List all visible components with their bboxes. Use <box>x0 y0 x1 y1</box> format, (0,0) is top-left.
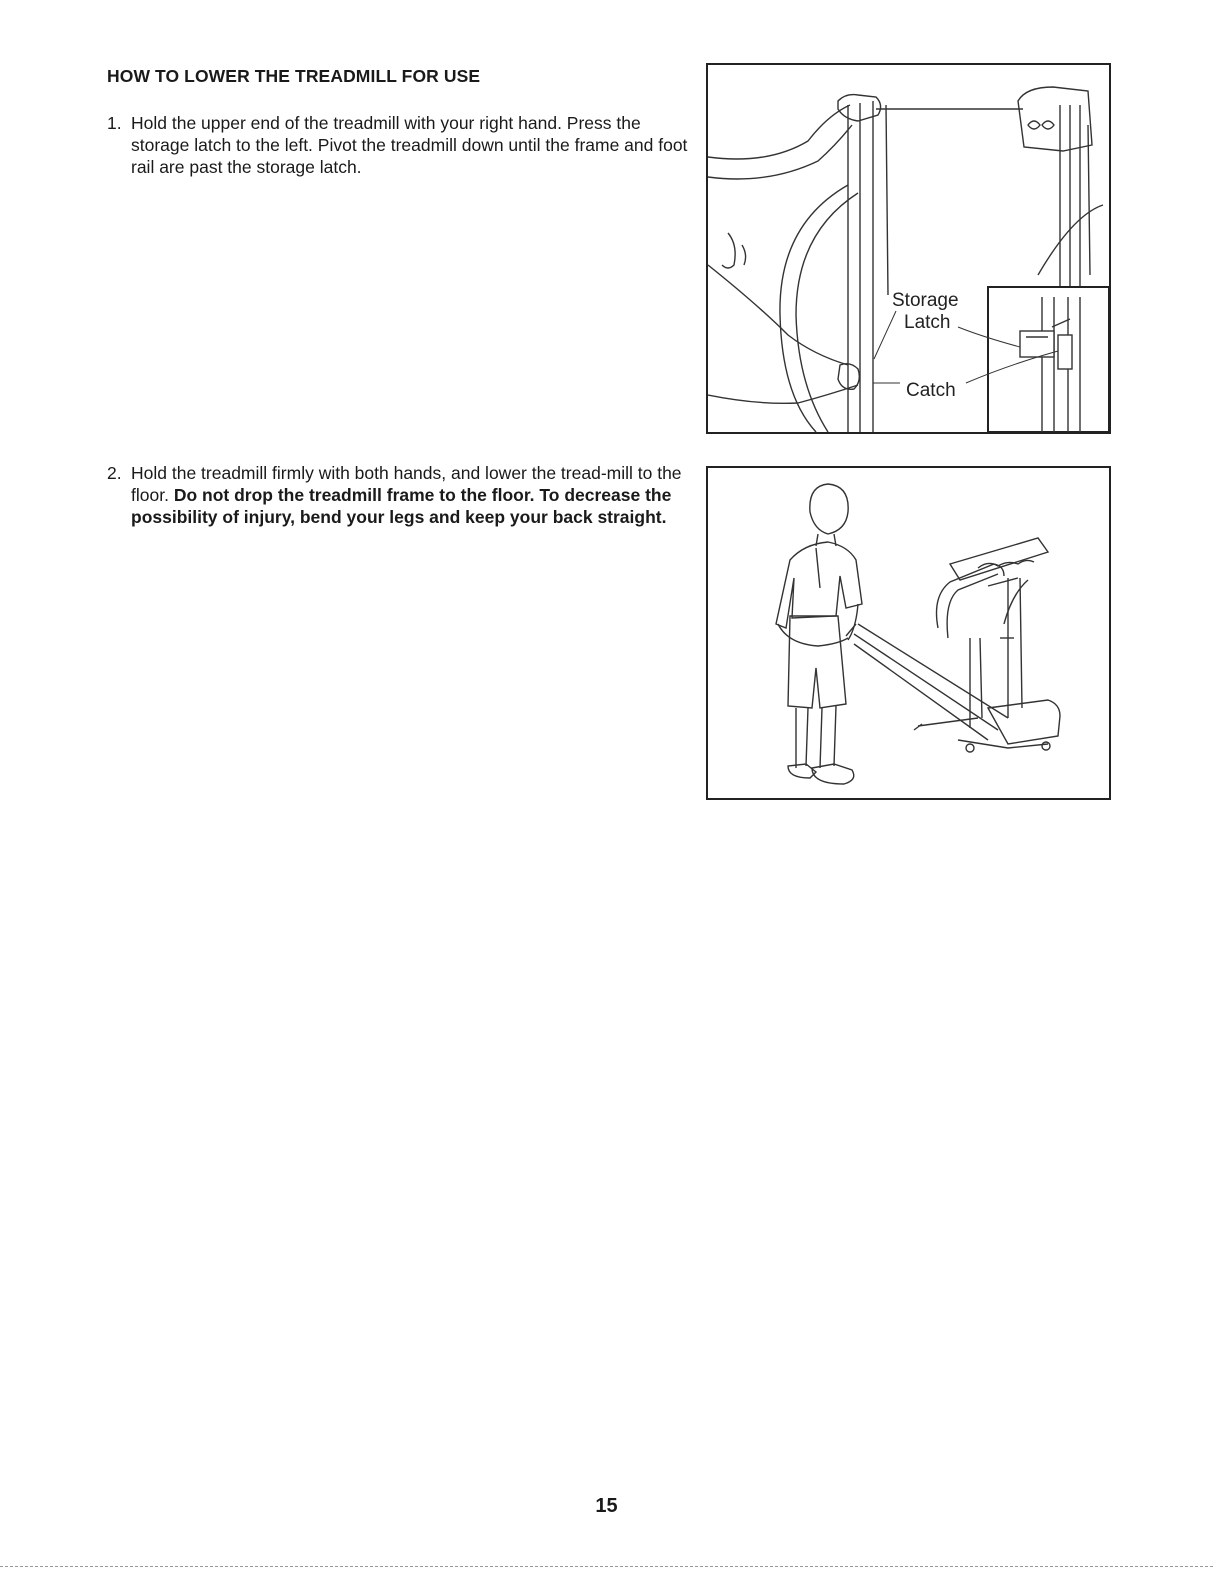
step-1 <box>107 112 692 178</box>
step-2-warning: Do not drop the treadmill frame to the floor. To decrease the possibility of injury, bend your legs and keep your back straight. <box>131 485 672 527</box>
step-1-number: 1. <box>107 113 122 133</box>
page-number: 15 <box>595 1495 618 1517</box>
page-bottom-rule <box>0 1566 1213 1567</box>
step-1-text: Hold the upper end of the treadmill with your right hand. Press the storage latch to the left. Pivot the treadmill down until the frame and foot rail are past the storage latch. <box>131 113 688 177</box>
storage-label: Storage <box>892 290 959 311</box>
step-2 <box>107 462 692 528</box>
lowering-treadmill-illustration <box>708 468 1109 798</box>
step-2-body <box>131 462 692 528</box>
section-heading: HOW TO LOWER THE TREADMILL FOR USE <box>107 66 481 86</box>
step-2-number: 2. <box>107 463 122 483</box>
lowering-treadmill-figure <box>706 466 1111 800</box>
storage-latch-figure <box>706 63 1111 434</box>
latch-label: Latch <box>904 312 951 333</box>
storage-latch-illustration <box>708 65 1109 432</box>
step-2-text: Hold the treadmill firmly with both hands, and lower the tread-mill to the floor. <box>131 463 682 505</box>
latch-detail-inset <box>988 287 1109 432</box>
catch-label: Catch <box>906 380 956 401</box>
